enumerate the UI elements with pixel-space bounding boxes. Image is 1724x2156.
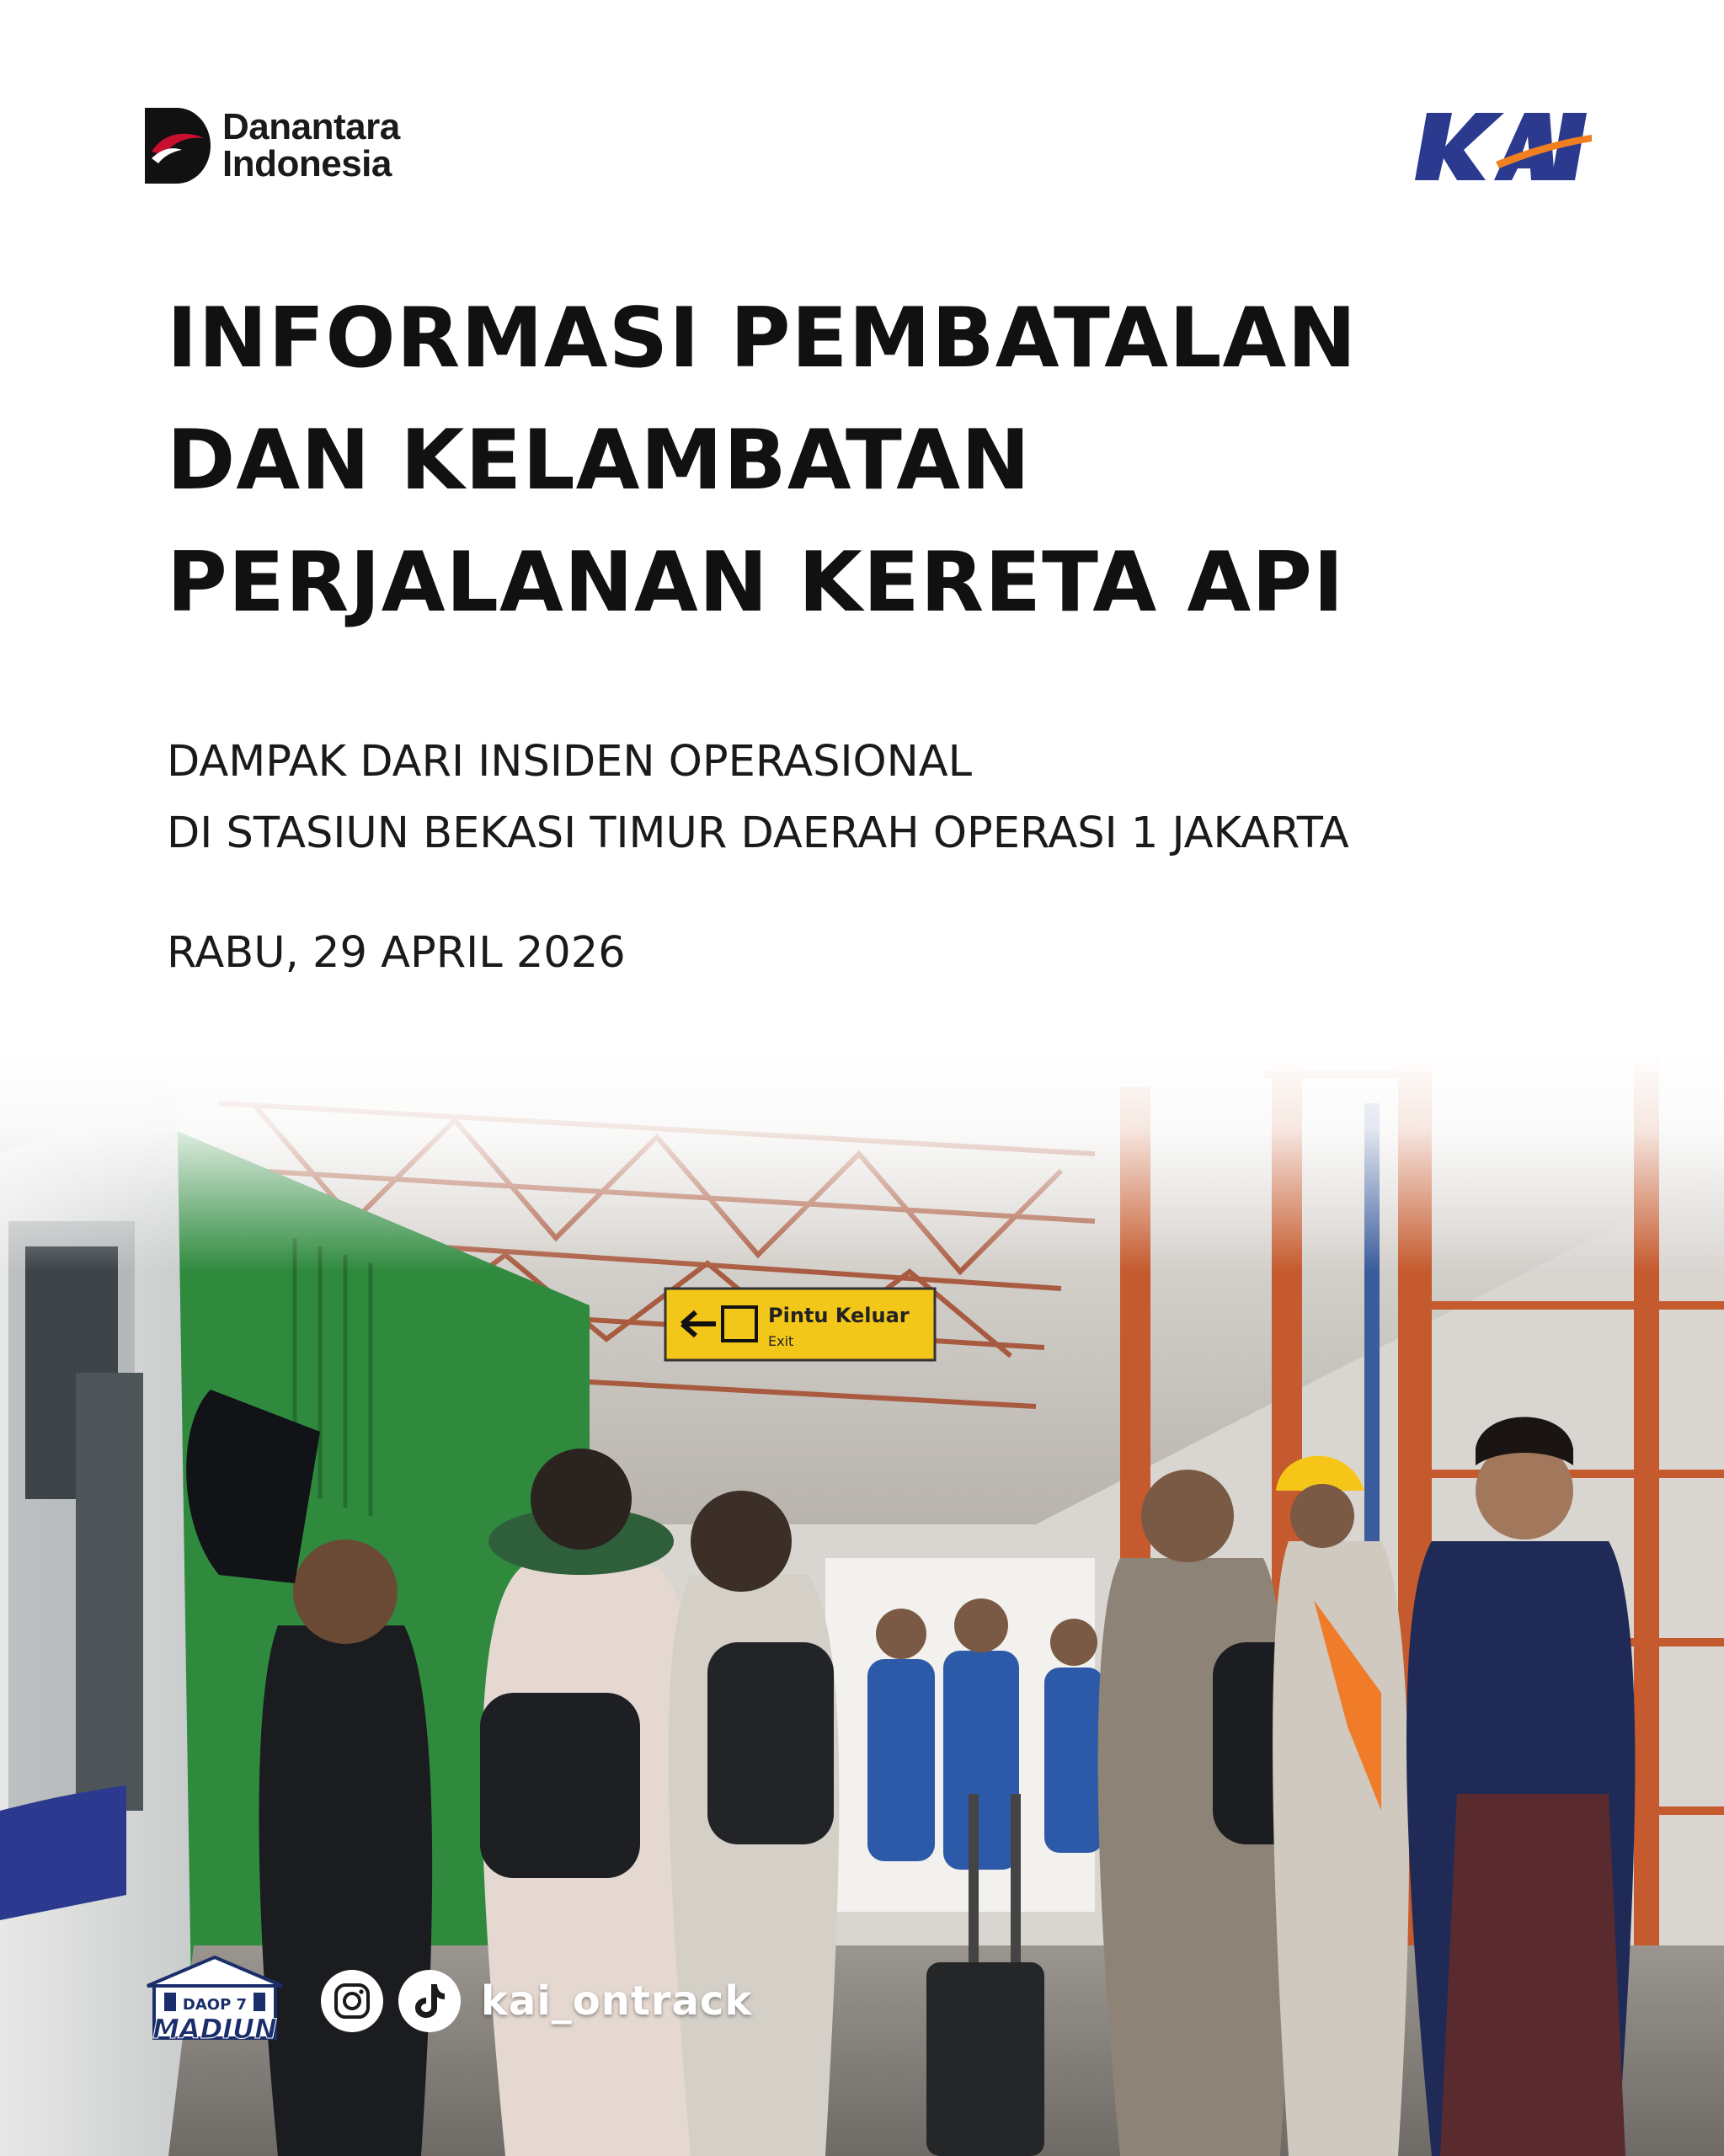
subheadline: [167, 726, 1349, 869]
footer: [139, 1952, 752, 2049]
svg-text:KAI: KAI: [3, 1825, 105, 1891]
danantara-mark-icon: [145, 108, 211, 184]
headline: [167, 278, 1649, 644]
kai-logo: [1415, 108, 1592, 185]
danantara-logo: [145, 108, 400, 184]
headline-line3: PERJALANAN KERETA API: [167, 535, 1345, 631]
instagram-icon[interactable]: [321, 1970, 383, 2032]
danantara-logo-line2: Indonesia: [222, 143, 392, 184]
daop-badge: [139, 1952, 291, 2049]
tiktok-icon[interactable]: [398, 1970, 461, 2032]
social-links: [321, 1970, 752, 2032]
subheadline-line1: DAMPAK DARI INSIDEN OPERASIONAL: [167, 737, 973, 787]
headline-line1: INFORMASI PEMBATALAN: [167, 291, 1358, 387]
subheadline-line2: DI STASIUN BEKASI TIMUR DAERAH OPERASI 1 JAKARTA: [167, 808, 1349, 858]
social-handle[interactable]: kai_ontrack: [481, 1977, 753, 2025]
headline-line2: DAN KELAMBATAN: [167, 413, 1032, 509]
exit-sign-sublabel: Exit: [768, 1333, 794, 1349]
danantara-logo-line1: Danantara: [222, 106, 400, 147]
exit-sign-label: Pintu Keluar: [768, 1304, 910, 1327]
daop-badge-top: DAOP 7: [182, 1996, 248, 2014]
daop-badge-main: MADIUN: [152, 2013, 277, 2045]
date-text: RABU, 29 APRIL 2026: [167, 928, 626, 978]
photo-fade-overlay: [0, 1053, 1724, 1272]
